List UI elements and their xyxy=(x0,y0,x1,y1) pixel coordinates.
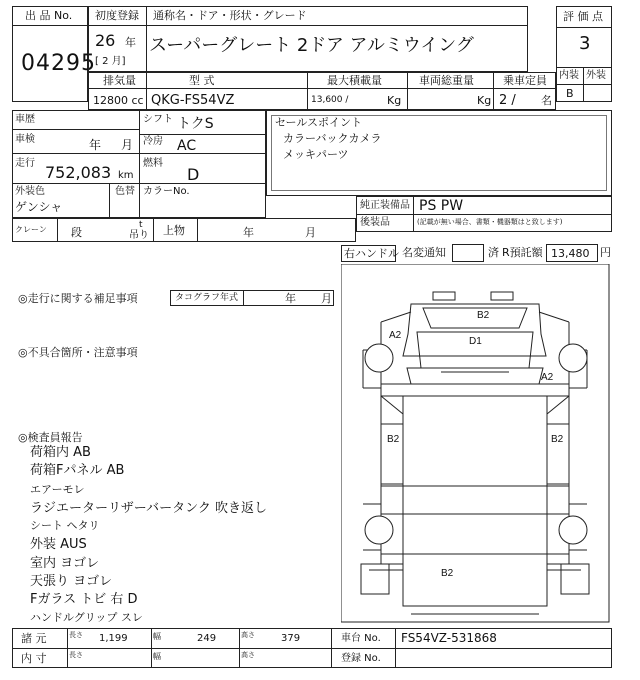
mileage-value: 752,083 xyxy=(45,163,112,182)
mileage-label: 走行 xyxy=(15,158,35,169)
footer-box xyxy=(12,628,612,668)
damage-mark: B2 xyxy=(387,434,400,445)
damage-mark: D1 xyxy=(469,336,482,347)
capacity-label: 乗車定員 xyxy=(503,74,547,87)
interior-grade: B xyxy=(566,87,574,100)
aircon-value: AC xyxy=(177,138,197,154)
recycle-value: 13,480 xyxy=(551,247,590,260)
rating-value: 3 xyxy=(579,33,591,54)
crane-label: クレーン xyxy=(15,225,47,234)
lot-label: 出 品 No. xyxy=(25,9,73,22)
width-label: 幅 xyxy=(153,632,161,641)
inner-width-label: 幅 xyxy=(153,652,161,661)
shift-value: トクS xyxy=(177,116,214,132)
upper-month: 月 xyxy=(305,226,316,239)
upper-year: 年 xyxy=(243,226,254,239)
sales-points-label: セールスポイント xyxy=(275,116,363,129)
exterior-label: 外装 xyxy=(586,70,606,81)
height-value: 379 xyxy=(281,633,301,644)
car-name: スーパーグレート 2ドア アルミウイング xyxy=(149,35,474,56)
specs-label: 諸 元 xyxy=(21,632,47,645)
chassis-label: 車台 No. xyxy=(341,633,381,644)
lot-number: 04295 xyxy=(21,51,96,76)
chassis-value: FS54VZ-531868 xyxy=(401,631,497,645)
inspector-item: Fガラス トビ 右 D xyxy=(30,592,138,607)
capacity-unit: 名 xyxy=(541,94,552,107)
gross-label: 車両総重量 xyxy=(419,74,474,87)
inspection-year: 年 xyxy=(89,138,102,152)
grade-label: 通称名・ドア・形状・グレード xyxy=(153,9,307,22)
inner-height-label: 高さ xyxy=(241,651,255,659)
model-label: 型 式 xyxy=(189,74,215,87)
displacement-label: 排気量 xyxy=(103,74,136,87)
max-load-label: 最大積載量 xyxy=(327,74,382,87)
aftermarket-note: (記載が無い場合、書類・機器類はと致します) xyxy=(417,218,563,226)
gross-unit: Kg xyxy=(477,94,492,107)
tachograph-month: 月 xyxy=(321,292,332,305)
length-label: 長さ xyxy=(69,631,83,639)
name-change-box xyxy=(452,244,484,262)
name-change-label: 名変通知 xyxy=(402,246,446,259)
inspector-item: 室内 ヨゴレ xyxy=(30,556,100,571)
recycle-label: R預託額 xyxy=(502,246,543,259)
model-value: QKG-FS54VZ xyxy=(151,93,235,108)
rating-box xyxy=(556,6,612,102)
first-reg-year-unit: 年 xyxy=(125,36,136,49)
aftermarket-label: 後装品 xyxy=(360,217,390,228)
sales-point-item: カラーバックカメラ xyxy=(283,132,382,145)
ext-color-value: ゲンシャ xyxy=(15,200,63,214)
inspector-item: シート ヘタリ xyxy=(30,519,100,532)
inspector-item: 荷箱内 AB xyxy=(30,445,91,460)
damage-mark: B2 xyxy=(477,310,490,321)
rhd-label: 右ハンドル xyxy=(344,247,399,260)
damage-mark: B2 xyxy=(441,568,454,579)
aircon-label: 冷房 xyxy=(143,136,163,147)
first-reg-month: [ 2 月] xyxy=(95,56,126,67)
inspector-item: ハンドルグリップ スレ xyxy=(30,611,143,624)
inspector-item: 荷箱Fパネル AB xyxy=(30,463,125,478)
inner-dim-label: 内 寸 xyxy=(21,652,47,665)
shift-label: シフト xyxy=(143,114,173,125)
recycle-box xyxy=(546,244,598,262)
max-load-value: 13,600 / xyxy=(311,95,349,105)
capacity-value: 2 / xyxy=(499,93,516,108)
mileage-unit: km xyxy=(118,170,134,181)
driving-notes-label: ◎走行に関する補足事項 xyxy=(18,292,138,305)
displacement-value: 12800 cc xyxy=(93,94,144,107)
history-label: 車歴 xyxy=(15,114,35,125)
first-reg-year: 26 xyxy=(95,31,116,50)
inner-length-label: 長さ xyxy=(69,651,83,659)
crane-stage: 段 xyxy=(71,226,82,239)
max-load-unit: Kg xyxy=(387,94,402,107)
crane-row xyxy=(12,218,356,242)
genuine-label: 純正装備品 xyxy=(360,200,410,211)
rating-label: 評 価 点 xyxy=(563,10,603,23)
inspection-month: 月 xyxy=(121,138,134,152)
fuel-label: 燃料 xyxy=(143,158,163,169)
inspection-label: 車検 xyxy=(15,134,35,145)
damage-mark: A2 xyxy=(541,372,554,383)
tachograph-label: タコグラフ年式 xyxy=(175,293,239,303)
specs-row xyxy=(88,72,556,110)
sales-points-box xyxy=(266,110,612,196)
inspector-label: ◎検査員報告 xyxy=(18,431,83,444)
tachograph-year: 年 xyxy=(285,292,296,305)
tachograph-box xyxy=(170,290,334,306)
defects-label: ◎不具合箇所・注意事項 xyxy=(18,346,138,359)
length-value: 1,199 xyxy=(99,633,128,644)
width-value: 249 xyxy=(197,633,217,644)
lot-number-box xyxy=(12,6,96,102)
registration-label: 登録 No. xyxy=(341,653,381,664)
ext-color-label: 外装色 xyxy=(15,186,45,197)
inspector-item: エアーモレ xyxy=(30,483,85,496)
rhd-box xyxy=(341,245,399,262)
crane-ton: t xyxy=(139,220,143,230)
interior-label: 内装 xyxy=(559,70,579,81)
equipment-box xyxy=(356,196,612,232)
inspector-item: 天張り ヨゴレ xyxy=(30,574,113,589)
damage-mark: B2 xyxy=(551,434,564,445)
color-number-label: カラーNo. xyxy=(143,186,190,197)
genuine-value: PS PW xyxy=(419,198,464,214)
sales-point-item: メッキパーツ xyxy=(283,148,349,161)
damage-mark: A2 xyxy=(389,330,402,341)
truck-damage-diagram xyxy=(341,264,611,624)
inspector-item: ラジエーターリザーバータンク 吹き返し xyxy=(30,501,267,516)
crane-lift: 吊り xyxy=(129,230,149,241)
recycle-unit: 円 xyxy=(600,246,611,259)
tax-label: 済 xyxy=(488,246,499,259)
color-change-label: 色替 xyxy=(115,186,135,197)
height-label: 高さ xyxy=(241,631,255,639)
details-box xyxy=(12,110,266,218)
inspector-item: 外装 AUS xyxy=(30,537,87,552)
first-reg-label: 初度登録 xyxy=(95,9,139,22)
title-box xyxy=(88,6,528,72)
fuel-value: D xyxy=(187,165,200,184)
upper-label: 上物 xyxy=(163,224,185,237)
